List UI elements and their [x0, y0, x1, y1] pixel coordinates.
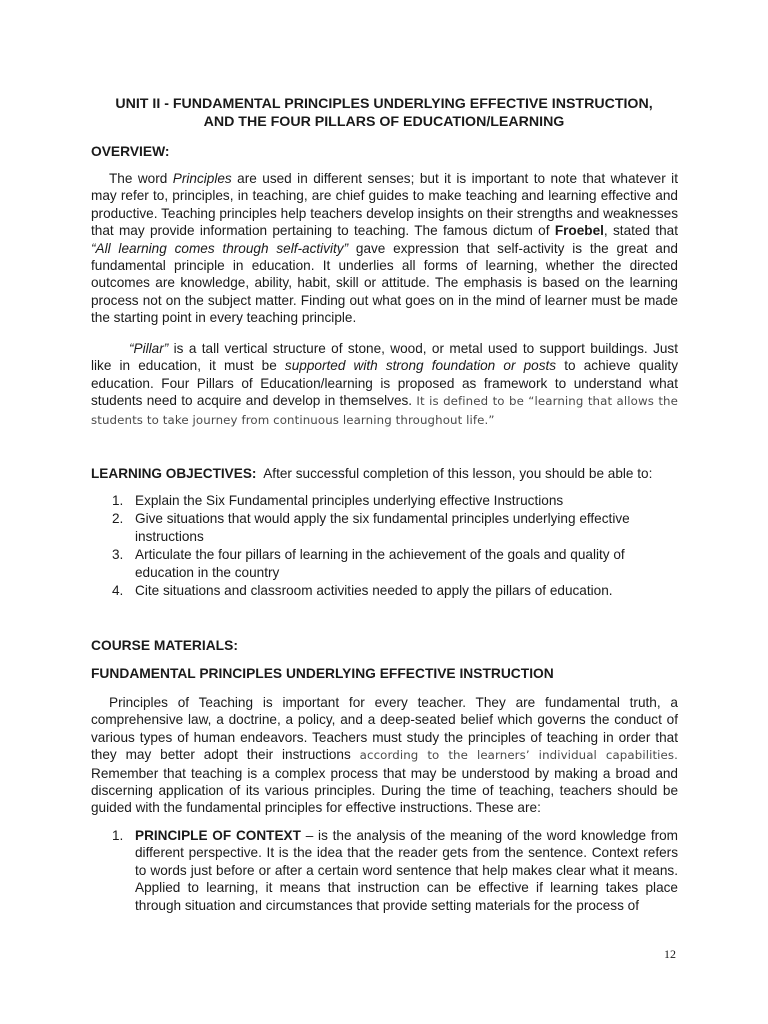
- title-line-1: UNIT II - FUNDAMENTAL PRINCIPLES UNDERLYING EFFECTIVE INSTRUCTION,: [115, 96, 653, 112]
- list-item: 2. Give situations that would apply the six fundamental principles underlying effective instructions: [112, 511, 630, 544]
- objectives-heading: LEARNING OBJECTIVES:: [91, 466, 257, 481]
- course-materials-heading: COURSE MATERIALS:: [91, 638, 238, 653]
- list-item: 1. Explain the Six Fundamental principles underlying effective Instructions: [112, 493, 564, 508]
- list-item: 4. Cite situations and classroom activities needed to apply the pillars of education.: [112, 583, 613, 599]
- course-paragraph: Principles of Teaching is important for every teacher. They are fundamental truth, a comprehensive law, a doctrine, a policy, and a deep-seated belief which governs the conduct of various types of human endeavors. Teachers must study the principles of teaching in order that they may better adopt their instructions according to the learners’ individual capabilities. Remember that teaching is a complex process that may be understood by making a broad and discerning application of its various principles. During the time of teaching, teachers should be guided with the fundamental principles for effective instructions. These are:: [91, 695, 679, 816]
- title-line-2: AND THE FOUR PILLARS OF EDUCATION/LEARNING: [203, 114, 565, 130]
- page-number: 12: [664, 947, 676, 961]
- overview-heading: OVERVIEW:: [91, 144, 170, 159]
- capabilities-note: according to the learners’ individual capabilities.: [359, 748, 679, 763]
- principles-term: Principles: [172, 171, 232, 186]
- overview-paragraph-1: The word Principles are used in different senses; but it is important to note that whatever it may refer to, principles, in teaching, are chief guides to make teaching and learning effective and productive. Teaching principles help teachers develop insights on their strengths and weaknesses that may provide information pertaining to teaching. The famous dictum of Froebel, stated that “All learning comes through self-activity” gave expression that self-activity is the great and fundamental principle in education. It underlies all forms of learning, whether the directed outcomes are knowledge, ability, habit, skill or attitude. The emphasis is based on the learning process not on the subject matter. Finding out what goes on in the mind of learner must be made the starting point in every teaching principle.: [91, 171, 678, 326]
- fundamental-principles-heading: FUNDAMENTAL PRINCIPLES UNDERLYING EFFECTIVE INSTRUCTION: [91, 666, 554, 681]
- list-item: 3. Articulate the four pillars of learning in the achievement of the goals and quality of education in the country: [112, 547, 625, 580]
- emphasis-phrase: supported with strong foundation or posts: [284, 358, 557, 374]
- pillar-term: “Pillar”: [129, 341, 169, 356]
- objectives-intro-line: [91, 465, 678, 482]
- unit-title: [60, 95, 708, 131]
- principle-text: – is the analysis of the meaning of the word knowledge from different perspective. It is the idea that the reader gets from the sentence. Context refers to words just before or after a certain word sentence that help makes clear what it means. Applied to learning, it means that instruction can be effective if learning takes place through situation and circumstances that provide setting materials for the process of: [135, 828, 679, 913]
- principle-name: PRINCIPLE OF CONTEXT: [135, 828, 301, 843]
- objectives-list: [91, 492, 651, 600]
- froebel-name: Froebel: [554, 223, 604, 239]
- principle-of-context: 1. PRINCIPLE OF CONTEXT – is the analysis of the meaning of the word knowledge from different perspective. It is the idea that the reader gets from the sentence. Context refers to words just before or after a certain word sentence that help makes clear what it means. Applied to learning, it means that instruction can be effective if learning takes place through situation and circumstances that provide setting materials for the process of: [112, 828, 679, 913]
- objectives-intro: After successful completion of this lesson, you should be able to:: [263, 466, 653, 481]
- definition-note: It is defined to be “learning that allows the students to take journey from continuous learning throughout life.”: [91, 394, 678, 427]
- overview-paragraph-2: “Pillar” is a tall vertical structure of stone, wood, or metal used to support buildings. Just like in education, it must be supported with strong foundation or posts to achieve quality education. Four Pillars of Education/learning is proposed as framework to understand what students need to acquire and develop in themselves. It is defined to be “learning that allows the students to take journey from continuous learning throughout life.”: [91, 341, 679, 427]
- froebel-quote: “All learning comes through self-activity”: [91, 240, 349, 256]
